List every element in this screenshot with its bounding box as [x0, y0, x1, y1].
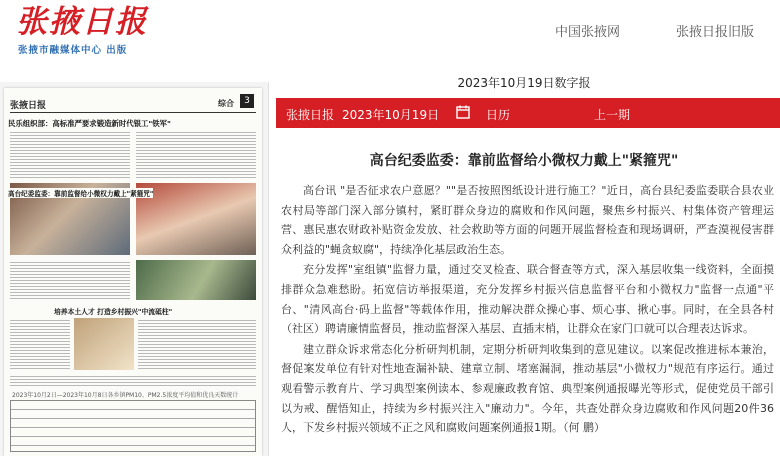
thumb-page-number: 3: [240, 94, 254, 108]
toolbar-date: 2023年10月19日: [342, 108, 440, 122]
site-header: [0, 0, 780, 64]
thumb-text-block: [10, 260, 130, 300]
article-paragraph: 高台讯 "是否征求农户意愿？""是否按照图纸设计进行施工？"近日，高台县纪委监委联合县农业农村局等部门深入部分镇村，紧盯群众身边的腐败和作风问题，聚焦乡村振兴、村集体资产管理运营、惠民惠农财政补贴资金发放、社会救助等方面的问题开展监督检查和现场调研，严查漠视侵害群众利益的"蝇贪蚁腐"，持续净化基层政治生态。: [281, 184, 774, 256]
calendar-icon[interactable]: [456, 105, 470, 119]
issue-toolbar: [276, 98, 780, 128]
thumb-masthead: 张掖日报: [10, 101, 47, 111]
previous-issue-button[interactable]: 上一期: [594, 108, 631, 122]
thumb-rule: [10, 112, 256, 113]
toolbar-paper-name: 张掖日报: [286, 108, 335, 122]
newspaper-page-thumbnail[interactable]: [4, 88, 262, 456]
thumb-data-table: [10, 400, 256, 452]
thumb-photo: [74, 318, 134, 370]
calendar-button[interactable]: 日历: [486, 108, 511, 122]
thumb-headline-1[interactable]: 民乐组织部：高标准严要求锻造新时代银工"铁军": [8, 119, 171, 128]
article-paragraph: 充分发挥"室组镇"监督力量，通过交叉检查、联合督查等方式，深入基层收集一线资料，全面摸排群众急难愁盼。拓宽信访举报渠道，充分发挥乡村振兴信息监督平台和小微权力"监督一点通"平台、"清风高台·码上监督"等载体作用，推动解决群众操心事、烦心事、揪心事。同时，在全县各村（社区）聘请廉情监督员，推动监督深入基层、直插末梢，让群众在家门口就可以合理表达诉求。: [281, 263, 774, 336]
site-logo[interactable]: 张掖日报: [16, 4, 148, 40]
thumb-text-block: [10, 130, 130, 180]
thumb-text-block: [10, 374, 256, 388]
china-zhangye-link[interactable]: 中国张掖网: [555, 25, 621, 40]
logo-subtitle: 张掖市融媒体中心 出版: [18, 45, 128, 56]
thumb-text-block: [136, 130, 256, 180]
article-body: [281, 181, 774, 439]
old-version-link[interactable]: 张掖日报旧版: [676, 25, 755, 40]
thumb-headline-2[interactable]: 高台纪委监委：靠前监督给小微权力戴上"紧箍咒": [8, 190, 154, 198]
article-title: 高台纪委监委：靠前监督给小微权力戴上"紧箍咒": [369, 153, 679, 169]
issue-date-line: 2023年10月19日数字报: [457, 76, 591, 90]
thumb-text-block: [138, 318, 256, 370]
thumb-table-caption: 2023年10月2日—2023年10月8日各乡镇PM10、PM2.5浓度平均值和优良天数统计: [12, 392, 239, 399]
page-thumbnail-panel: [0, 82, 269, 456]
thumb-text-block: [10, 318, 70, 370]
thumb-headline-3[interactable]: 培养本土人才 打造乡村振兴"中流砥柱": [54, 308, 173, 316]
article-paragraph: 建立群众诉求常态化分析研判机制，定期分析研判收集到的意见建议。以案促改推进标本兼治，督促案发单位有针对性地查漏补缺、建章立制、堵塞漏洞，推动基层"小微权力"规范有序运行。通过观看警示教育片、学习典型案例读本、参观廉政教育馆、典型案例通报曝光等形式，促使党员干部引以为戒、醒悟知止，持续为乡村振兴注入"廉动力"。今年，共查处群众身边腐败和作风问题20件36人，下发乡村振兴领域不正之风和腐败问题案例通报1期。（何 鹏）: [281, 342, 774, 435]
thumb-section: 综合: [218, 99, 234, 108]
thumb-photo: [136, 183, 256, 255]
thumb-photo: [136, 260, 256, 300]
